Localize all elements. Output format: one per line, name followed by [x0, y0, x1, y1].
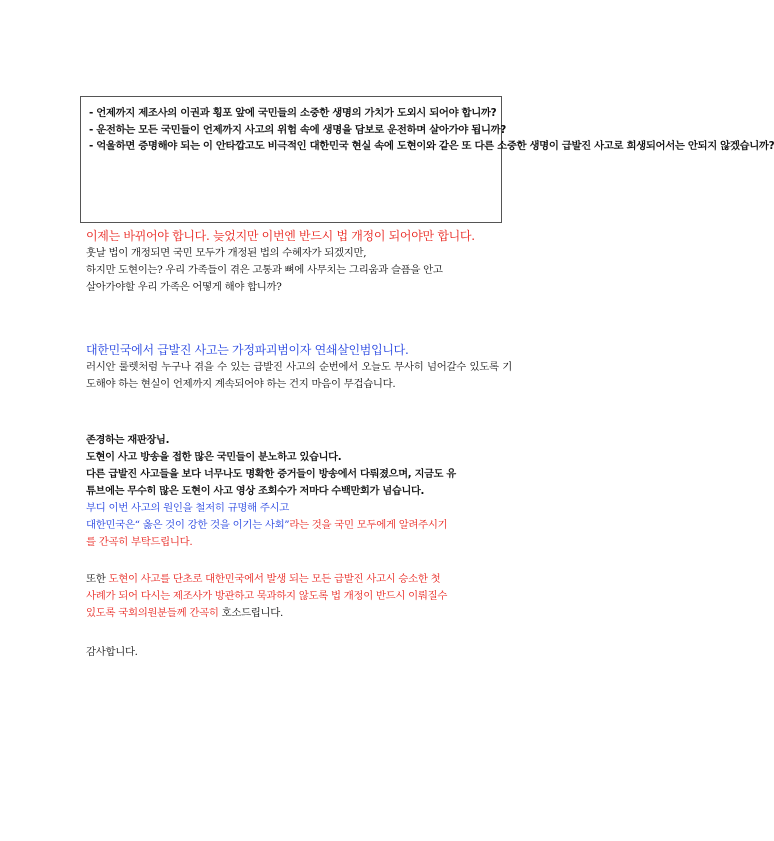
text-line: 다른 급발진 사고들을 보다 너무나도 명확한 증거들이 방송에서 다뤄졌으며, 지금도 유 — [86, 469, 456, 480]
box-item-1: - 언제까지 제조사의 이권과 횡포 앞에 국민들의 소중한 생명의 가치가 도외시 되어야 합니까? — [89, 107, 497, 119]
text-line: 사례가 되어 다시는 제조사가 방관하고 묵과하지 않도록 법 개정이 반드시 이뤄질수 — [86, 590, 448, 602]
text-line: 튜브에는 무수히 많은 도현이 사고 영상 조회수가 저마다 수백만회가 넘습니다. — [86, 486, 425, 497]
paragraph-appeal — [86, 571, 512, 622]
headline-sudden-acceleration: 대한민국에서 급발진 사고는 가정파괴범이자 연쇄살인범입니다. — [86, 343, 409, 357]
paragraph-judge — [86, 432, 512, 551]
salutation: 존경하는 재판장님. — [86, 435, 170, 446]
text-line: 를 간곡히 부탁드립니다. — [86, 536, 193, 548]
closing-text — [86, 644, 512, 661]
quote-phrase: 대한민국은“ 옳은 것이 강한 것을 이기는 사회” — [86, 519, 290, 531]
headline-change-law: 이제는 바뀌어야 합니다. 늦었지만 이번엔 반드시 법 개정이 되어야만 합니다. — [86, 229, 475, 243]
text-fragment: 있도록 국회의원분들께 간곡히 — [86, 607, 222, 619]
text-line: 하지만 도현이는? 우리 가족들이 겪은 고통과 뼈에 사무치는 그리움과 슬픔을 안고 — [86, 264, 443, 276]
text-fragment: 또한 — [86, 573, 109, 585]
text-fragment: 도현이 사고를 단초로 대한민국에서 발생 되는 모든 급발진 사고시 승소한 첫 — [108, 573, 441, 585]
box-item-3: - 억울하면 증명해야 되는 이 안타깝고도 비극적인 대한민국 현실 속에 도현이와 같은 또 다른 소중한 생명이 급발진 사고로 희생되어서는 안되지 않겠습니까? — [89, 140, 774, 152]
text-line: 훗날 법이 개정되면 국민 모두가 개정된 법의 수혜자가 되겠지만, — [86, 247, 367, 259]
highlight-box — [80, 96, 774, 223]
paragraph-change-law — [86, 228, 512, 296]
text-line: 도현이 사고 방송을 접한 많은 국민들이 분노하고 있습니다. — [86, 452, 342, 463]
text-fragment: 호소드립니다. — [221, 607, 284, 619]
text-line — [86, 605, 512, 622]
paragraph-sudden-acceleration — [86, 342, 512, 393]
text-fragment: 라는 것을 국민 모두에게 알려주시기 — [289, 519, 448, 531]
text-line: 살아가야할 우리 가족은 어떻게 해야 합니까? — [86, 281, 282, 293]
text-line — [86, 517, 512, 534]
text-body: 러시안 룰렛처럼 누구나 겪을 수 있는 급발진 사고의 순번에서 오늘도 무사히 넘어갈수 있도록 기도해야 하는 현실이 언제까지 계속되어야 하는 건지 마음이 무겁습니다. — [86, 361, 512, 390]
box-item-2: - 운전하는 모든 국민들이 언제까지 사고의 위험 속에 생명을 담보로 운전하며 살아가야 됩니까? — [89, 123, 506, 136]
text-line — [86, 571, 512, 588]
closing: 감사합니다. — [86, 646, 138, 658]
text-line: 부디 이번 사고의 원인을 철저히 규명해 주시고 — [86, 502, 290, 514]
